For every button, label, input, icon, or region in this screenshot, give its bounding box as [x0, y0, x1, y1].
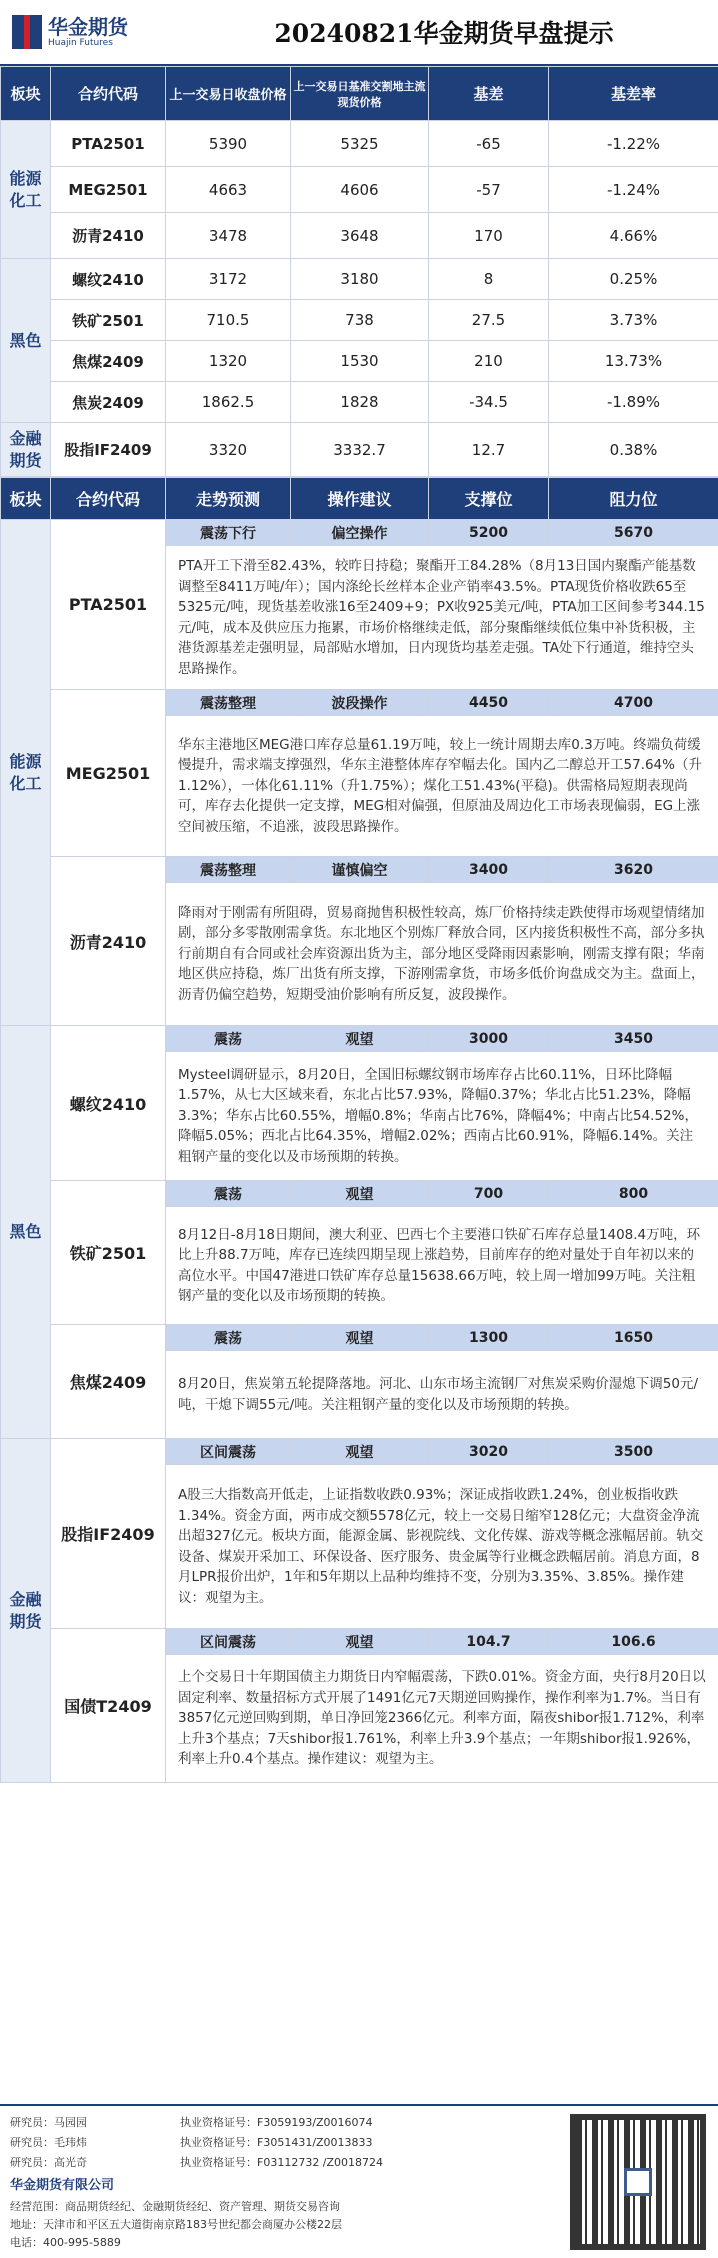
cell: 1530 [291, 341, 429, 382]
table-row [1, 259, 718, 300]
cell: 3180 [291, 259, 429, 300]
cell-code: 沥青2410 [51, 213, 166, 259]
address: 地址：天津市和平区五大道街南京路183号世纪都会商厦办公楼22层 [10, 2218, 342, 2231]
cell-resist: 106.6 [549, 1629, 718, 1655]
cell: -1.22% [549, 121, 718, 167]
logo-en: Huajin Futures [48, 38, 113, 48]
cell: 1320 [166, 341, 291, 382]
cell-support: 104.7 [429, 1629, 549, 1655]
header-trend: 走势预测 [166, 478, 291, 520]
footer [0, 2104, 718, 2258]
phone: 电话：400-995-5889 [10, 2236, 121, 2249]
cell: 13.73% [549, 341, 718, 382]
cell: 710.5 [166, 300, 291, 341]
advice-band-row [1, 1439, 718, 1465]
advice-band-row [1, 1181, 718, 1207]
analyst-name: 研究员：马园园 [10, 2116, 87, 2129]
sector-label: 金融 期货 [1, 423, 51, 477]
header-sector: 板块 [1, 67, 51, 121]
basis-table [0, 66, 718, 477]
cell: -34.5 [429, 382, 549, 423]
sector-label: 黑色 [1, 1026, 51, 1439]
advice-band-row [1, 690, 718, 716]
comment-text: 华东主港地区MEG港口库存总量61.19万吨，较上一统计周期去库0.3万吨。终端负荷缓慢提升，需求端支撑强烈，华东主港整体库存窄幅去化。国内乙二醇总开工57.64%（升1.12%），一体化61.11%（升1.75%）；煤化工51.43%(平稳)。供需格局短期表现尚可，库存去化提供一定支撑，MEG相对偏强，但原油及周边化工市场表现偏弱，EG上涨空间被压缩，不追涨，波段思路操作。 [166, 716, 718, 857]
cell: 3172 [166, 259, 291, 300]
cell-resist: 4700 [549, 690, 718, 716]
cell-op: 观望 [291, 1026, 429, 1052]
header [0, 0, 718, 66]
company-name: 华金期货有限公司 [10, 2178, 115, 2193]
cell-code: 焦煤2409 [51, 1325, 166, 1439]
sector-label: 黑色 [1, 259, 51, 423]
cell-support: 3400 [429, 857, 549, 883]
basis-header-row [1, 67, 718, 121]
cell-resist: 3450 [549, 1026, 718, 1052]
cell-support: 3020 [429, 1439, 549, 1465]
cell-resist: 5670 [549, 520, 718, 546]
cell-support: 1300 [429, 1325, 549, 1351]
header-spot: 上一交易日基准交割地主流现货价格 [291, 67, 429, 121]
cell-op: 波段操作 [291, 690, 429, 716]
cell: 3478 [166, 213, 291, 259]
comment-text: A股三大指数高开低走，上证指数收跌0.93%；深证成指收跌1.24%，创业板指收跌1.34%。资金方面，两市成交额5578亿元，较上一交易日缩窄128亿元；大盘资金净流出超327亿元。板块方面，能源金属、影视院线、文化传媒、游戏等概念涨幅居前。轨交设备、煤炭开采加工、环保设备、医疗服务、贵金属等行业概念跌幅居前。消息方面，8月LPR报价出炉，1年和5年期以上品种均维持不变，分别为3.35%、3.85%。操作建议：观望为主。 [166, 1465, 718, 1629]
cell-code: 国债T2409 [51, 1629, 166, 1783]
cell: 4663 [166, 167, 291, 213]
cell-code: PTA2501 [51, 121, 166, 167]
sector-label: 能源 化工 [1, 121, 51, 259]
analyst-name: 研究员：毛玮炜 [10, 2136, 87, 2149]
cell: -57 [429, 167, 549, 213]
cell: 4.66% [549, 213, 718, 259]
cell-code: 股指IF2409 [51, 1439, 166, 1629]
sector-label: 金融 期货 [1, 1439, 51, 1783]
business-scope: 经营范围：商品期货经纪、金融期货经纪、资产管理、期货交易咨询 [10, 2200, 340, 2213]
cell-trend: 区间震荡 [166, 1439, 291, 1465]
qr-code-icon [570, 2114, 706, 2250]
cell: -1.24% [549, 167, 718, 213]
cell-op: 观望 [291, 1325, 429, 1351]
header-basis-rate: 基差率 [549, 67, 718, 121]
cell-code: 铁矿2501 [51, 300, 166, 341]
logo-cn: 华金期货 [48, 15, 128, 39]
cell: 170 [429, 213, 549, 259]
cell-trend: 震荡 [166, 1325, 291, 1351]
cell: 0.25% [549, 259, 718, 300]
cell-op: 谨慎偏空 [291, 857, 429, 883]
cell-trend: 震荡整理 [166, 690, 291, 716]
cell-support: 5200 [429, 520, 549, 546]
header-close: 上一交易日收盘价格 [166, 67, 291, 121]
analyst-license: 执业资格证号：F03112732 /Z0018724 [180, 2156, 384, 2169]
cell-trend: 震荡 [166, 1026, 291, 1052]
company-logo [0, 15, 170, 49]
cell-resist: 1650 [549, 1325, 718, 1351]
comment-text: 8月12日-8月18日期间，澳大利亚、巴西七个主要港口铁矿石库存总量1408.4万吨，环比上升88.7万吨，库存已连续四期呈现上涨趋势，目前库存的绝对量处于自年初以来的高位水平。中国47港进口铁矿库存总量15638.66万吨，较上周一增加99万吨。关注粗钢产量的变化以及市场预期的转换。 [166, 1207, 718, 1325]
cell: 210 [429, 341, 549, 382]
cell: 12.7 [429, 423, 549, 477]
header-code: 合约代码 [51, 478, 166, 520]
cell-op: 观望 [291, 1629, 429, 1655]
comment-text: 降雨对于刚需有所阻碍，贸易商抛售积极性较高，炼厂价格持续走跌使得市场观望情绪加剧，部分多零散刚需拿货。东北地区个别炼厂释放合同，区内接货积极性不高，部分多执行前期自有合同或社会库资源出货为主，部分地区受降雨因素影响，刚需支撑有限；华南地区供应持稳，炼厂出货有所支撑，下游刚需拿货，市场多低价询盘成交为主。盘面上，沥青仍偏空趋势，短期受油价影响有所反复，波段操作。 [166, 883, 718, 1026]
cell-support: 700 [429, 1181, 549, 1207]
advice-band-row [1, 1026, 718, 1052]
cell-code: MEG2501 [51, 690, 166, 857]
cell-trend: 区间震荡 [166, 1629, 291, 1655]
table-row [1, 121, 718, 167]
analyst-name: 研究员：高光奇 [10, 2156, 87, 2169]
cell-op: 观望 [291, 1439, 429, 1465]
header-sector: 板块 [1, 478, 51, 520]
cell: 1828 [291, 382, 429, 423]
advice-band-row [1, 857, 718, 883]
cell-code: 螺纹2410 [51, 1026, 166, 1181]
sector-label: 能源 化工 [1, 520, 51, 1026]
analyst-license: 执业资格证号：F3059193/Z0016074 [180, 2116, 373, 2129]
cell: 3320 [166, 423, 291, 477]
cell-support: 3000 [429, 1026, 549, 1052]
comment-text: Mysteel调研显示，8月20日，全国旧标螺纹钢市场库存占比60.11%，日环比降幅1.57%，从七大区域来看，东北占比57.93%，降幅0.37%；华北占比51.23%，降幅3.3%；华东占比60.55%，增幅0.8%；华南占比76%，降幅4%；中南占比54.52%，降幅5.05%；西北占比64.35%，增幅2.02%；西南占比60.91%，降幅6.14%。关注粗钢产量的变化以及市场预期的转换。 [166, 1052, 718, 1181]
cell: 738 [291, 300, 429, 341]
advice-band-row [1, 520, 718, 546]
table-row [1, 167, 718, 213]
header-resist: 阻力位 [549, 478, 718, 520]
cell: -1.89% [549, 382, 718, 423]
cell-support: 4450 [429, 690, 549, 716]
table-row [1, 341, 718, 382]
logo-mark-icon [12, 15, 42, 49]
cell-trend: 震荡整理 [166, 857, 291, 883]
advice-header-row [1, 478, 718, 520]
header-code: 合约代码 [51, 67, 166, 121]
header-support: 支撑位 [429, 478, 549, 520]
cell: 0.38% [549, 423, 718, 477]
cell-trend: 震荡 [166, 1181, 291, 1207]
table-row [1, 382, 718, 423]
cell-code: 股指IF2409 [51, 423, 166, 477]
cell-code: 焦煤2409 [51, 341, 166, 382]
cell: 5325 [291, 121, 429, 167]
cell: 4606 [291, 167, 429, 213]
comment-text: 8月20日，焦炭第五轮提降落地。河北、山东市场主流钢厂对焦炭采购价湿熄下调50元/吨，干熄下调55元/吨。关注粗钢产量的变化以及市场预期的转换。 [166, 1351, 718, 1439]
cell: 5390 [166, 121, 291, 167]
table-row [1, 423, 718, 477]
cell-code: 沥青2410 [51, 857, 166, 1026]
cell: 3648 [291, 213, 429, 259]
comment-text: PTA开工下滑至82.43%，较昨日持稳；聚酯开工84.28%（8月13日国内聚酯产能基数调整至8411万吨/年）；国内涤纶长丝样本企业产销率43.5%。PTA现货价格收跌65至5325元/吨，现货基差收涨16至2409+9；PX收925美元/吨，PTA加工区间参考344.15元/吨，成本及供应压力拖累，市场价格继续走低，部分聚酯继续低位集中补货积极，主港货源基差走强明显，局部贴水增加，日内现货均基差走强。TA处下行通道，维持空头思路操作。 [166, 546, 718, 690]
cell-code: 焦炭2409 [51, 382, 166, 423]
qr-logo-icon [624, 2168, 652, 2196]
cell: 8 [429, 259, 549, 300]
advice-table [0, 477, 718, 1783]
cell-code: MEG2501 [51, 167, 166, 213]
cell-resist: 800 [549, 1181, 718, 1207]
analyst-license: 执业资格证号：F3051431/Z0013833 [180, 2136, 373, 2149]
cell-code: 螺纹2410 [51, 259, 166, 300]
cell: -65 [429, 121, 549, 167]
cell-op: 观望 [291, 1181, 429, 1207]
cell-code: PTA2501 [51, 520, 166, 690]
table-row [1, 213, 718, 259]
cell: 3.73% [549, 300, 718, 341]
advice-band-row [1, 1325, 718, 1351]
cell-code: 铁矿2501 [51, 1181, 166, 1325]
header-basis: 基差 [429, 67, 549, 121]
header-op: 操作建议 [291, 478, 429, 520]
table-row [1, 300, 718, 341]
advice-band-row [1, 1629, 718, 1655]
cell: 3332.7 [291, 423, 429, 477]
page-title: 20240821华金期货早盘提示 [274, 19, 614, 48]
cell: 1862.5 [166, 382, 291, 423]
comment-text: 上个交易日十年期国债主力期货日内窄幅震荡，下跌0.01%。资金方面，央行8月20日以固定利率、数量招标方式开展了1491亿元7天期逆回购操作，操作利率为1.7%。当日有3857亿元逆回购到期，单日净回笼2366亿元。利率方面，隔夜shibor报1.712%，利率上升3个基点；7天shibor报1.761%，利率上升3.9个基点；一年期shibor报1.926%，利率上升0.4个基点。操作建议：观望为主。 [166, 1655, 718, 1783]
cell-trend: 震荡下行 [166, 520, 291, 546]
cell-resist: 3500 [549, 1439, 718, 1465]
cell-resist: 3620 [549, 857, 718, 883]
cell: 27.5 [429, 300, 549, 341]
cell-op: 偏空操作 [291, 520, 429, 546]
